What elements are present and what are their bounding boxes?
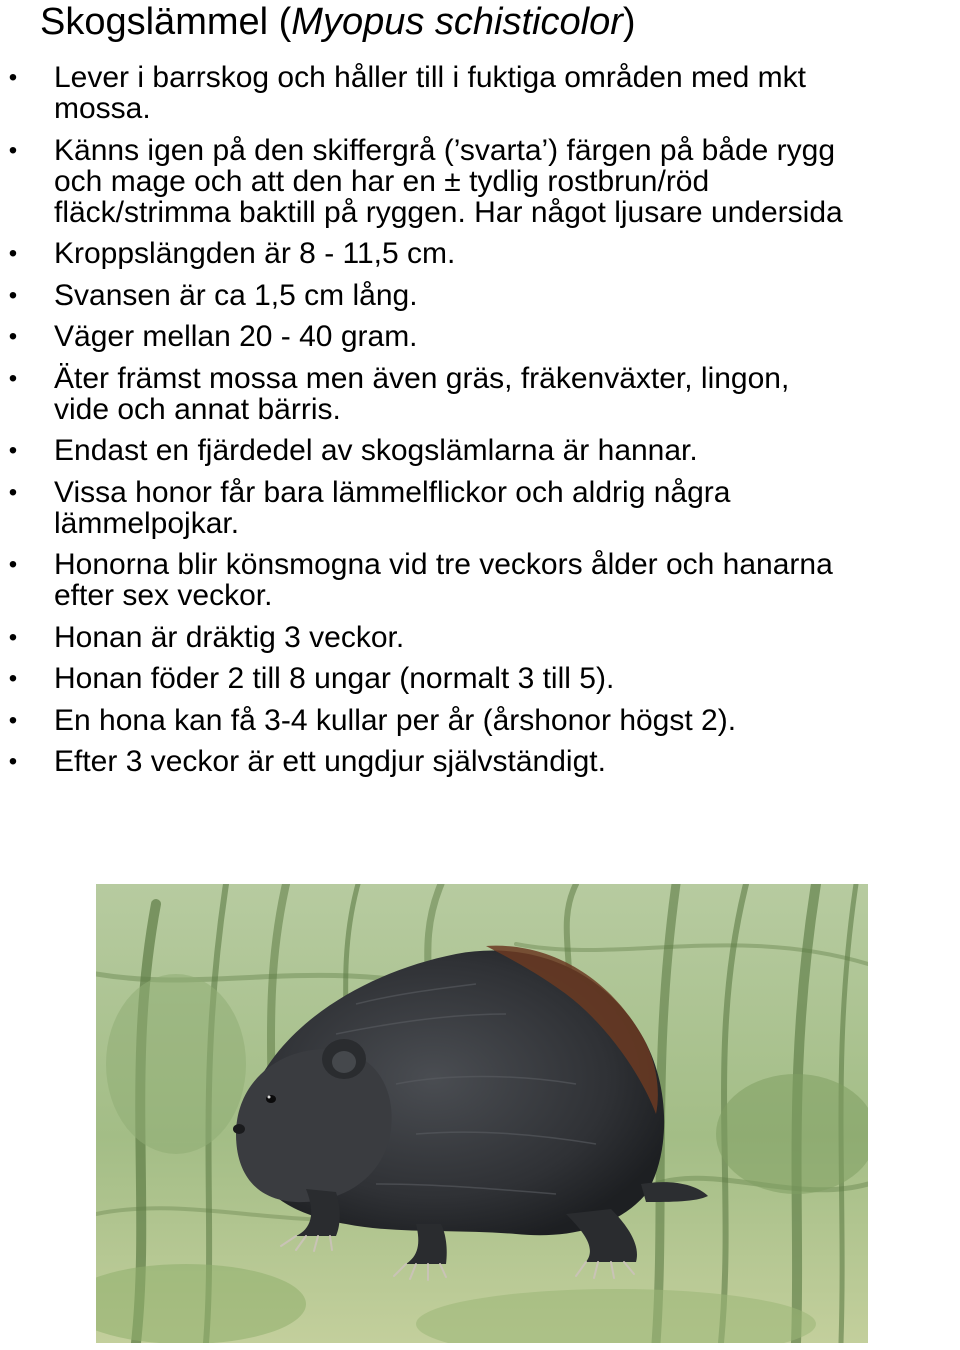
bullet-icon: • xyxy=(8,665,18,692)
list-item-text: Honan är dräktig 3 veckor. xyxy=(54,620,405,654)
list-item-text: Svansen är ca 1,5 cm lång. xyxy=(54,278,418,312)
list-item xyxy=(0,746,960,777)
list-item xyxy=(0,705,960,736)
bullet-icon: • xyxy=(8,706,18,734)
title-suffix: ) xyxy=(622,1,636,43)
list-item xyxy=(0,135,960,228)
bullet-icon: • xyxy=(8,748,18,775)
list-item xyxy=(0,549,960,611)
list-item xyxy=(0,477,960,539)
list-item-text: Känns igen på den skiffergrå (’svarta’) färgen på både rygg och mage och att den har en ± tydlig rostbrun/röd fläck/strimma baktill på ryggen. Har något ljusare undersida xyxy=(54,133,843,229)
fact-list xyxy=(0,62,960,788)
bullet-icon: • xyxy=(8,281,18,309)
list-item xyxy=(0,363,960,425)
bullet-icon: • xyxy=(8,437,18,464)
bullet-icon: • xyxy=(8,623,18,651)
list-item xyxy=(0,622,960,653)
list-item-text: Väger mellan 20 - 40 gram. xyxy=(54,320,418,353)
bullet-icon: • xyxy=(8,364,18,392)
list-item xyxy=(0,321,960,352)
bullet-icon: • xyxy=(8,551,18,578)
list-item-text: Honan föder 2 till 8 ungar (normalt 3 till 5). xyxy=(54,662,615,695)
title-prefix: Skogslämmel ( xyxy=(40,1,292,43)
wood-lemming-illustration xyxy=(96,884,868,1343)
bullet-icon: • xyxy=(8,478,18,506)
lemming-painting xyxy=(96,884,868,1343)
bullet-icon: • xyxy=(8,240,18,267)
list-item-text: Äter främst mossa men även gräs, fräkenväxter, lingon, vide och annat bärris. xyxy=(54,361,790,426)
bullet-icon: • xyxy=(8,323,18,350)
list-item-text: Lever i barrskog och håller till i fuktiga områden med mkt mossa. xyxy=(54,61,806,125)
list-item-text: En hona kan få 3-4 kullar per år (årshonor högst 2). xyxy=(54,703,737,737)
bullet-icon: • xyxy=(8,64,18,91)
list-item-text: Kroppslängden är 8 - 11,5 cm. xyxy=(54,237,456,270)
list-item-text: Efter 3 veckor är ett ungdjur självständigt. xyxy=(54,745,606,778)
list-item xyxy=(0,435,960,466)
list-item xyxy=(0,238,960,269)
title-latin-name: Myopus schisticolor xyxy=(291,1,623,43)
list-item xyxy=(0,663,960,694)
bullet-icon: • xyxy=(8,136,18,164)
list-item-text: Vissa honor får bara lämmelflickor och aldrig några lämmelpojkar. xyxy=(54,475,731,540)
list-item-text: Honorna blir könsmogna vid tre veckors ålder och hanarna efter sex veckor. xyxy=(54,548,833,612)
page-title xyxy=(40,0,636,44)
list-item xyxy=(0,280,960,311)
list-item-text: Endast en fjärdedel av skogslämlarna är hannar. xyxy=(54,434,698,467)
list-item xyxy=(0,62,960,124)
